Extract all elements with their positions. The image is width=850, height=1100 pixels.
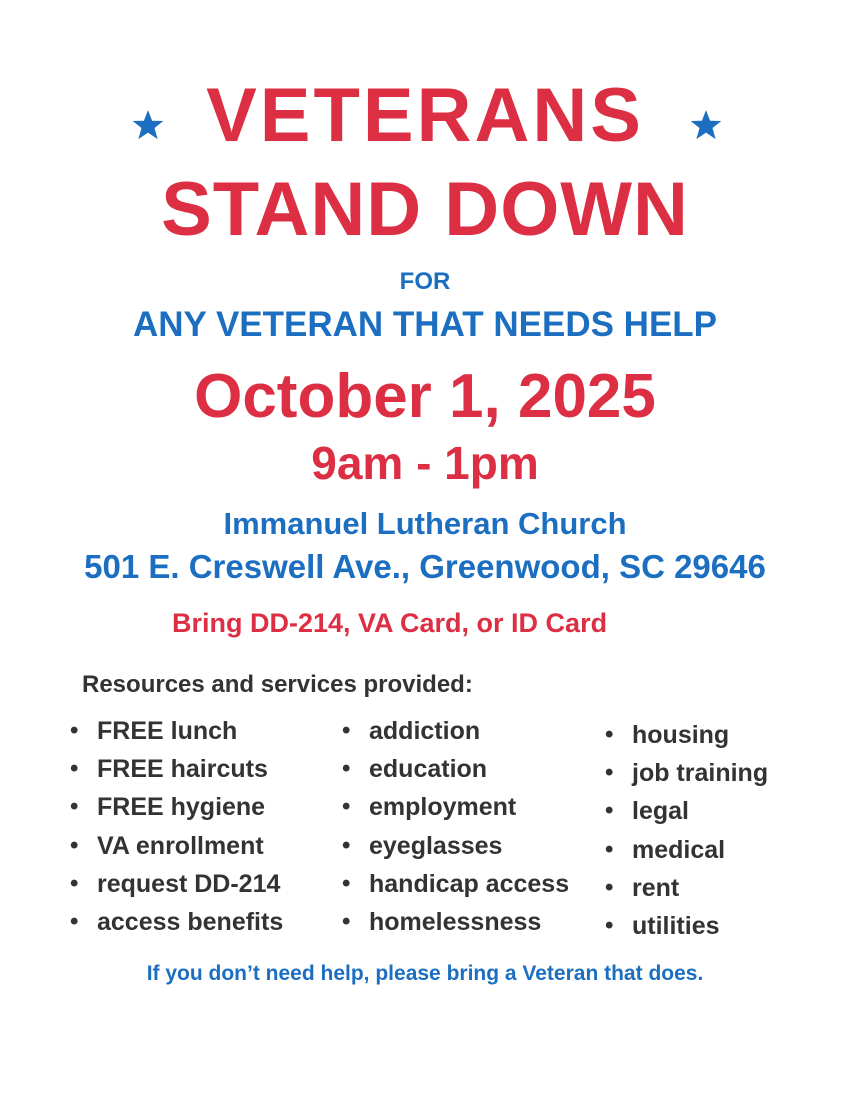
list-item [70,792,283,830]
bullet-icon: • [70,755,79,783]
list-item-label: request DD-214 [97,869,281,898]
requirement-note: Bring DD-214, VA Card, or ID Card [172,608,608,638]
list-item-label: homelessness [369,907,542,936]
list-item-label: job training [632,759,769,788]
list-item [342,907,569,945]
bullet-icon: • [605,721,614,748]
bullet-icon: • [70,717,79,744]
list-item-label: medical [632,835,726,864]
bullet-icon: • [342,869,351,897]
bullet-icon: • [605,835,614,863]
list-item-label: education [369,755,488,784]
list-item [70,869,283,907]
list-item-label: employment [369,793,517,822]
list-item-label: FREE hygiene [97,793,266,822]
list-item [605,796,768,834]
list-item [605,720,768,758]
bullet-icon: • [70,831,79,859]
list-item [342,869,569,907]
title-line-2: STAND DOWN [161,167,689,252]
resources-heading: Resources and services provided: [82,671,473,698]
list-item-label: legal [632,797,689,826]
list-item-label: handicap access [369,869,570,898]
bullet-icon: • [70,793,79,821]
title-line-1: VETERANS [206,73,644,158]
venue-name: Immanuel Lutheran Church [223,506,627,541]
list-item-label: FREE lunch [97,717,238,745]
list-item-label: housing [632,721,730,749]
bullet-icon: • [605,873,614,901]
resources-column-2 [342,716,569,945]
list-item-label: utilities [632,911,720,940]
bullet-icon: • [342,793,351,821]
bullet-icon: • [342,717,351,744]
list-item [605,835,768,873]
list-item-label: addiction [369,717,481,745]
bullet-icon: • [605,759,614,787]
resources-column-1 [70,716,283,945]
bullet-icon: • [342,755,351,783]
list-item [342,831,569,869]
list-item [342,792,569,830]
list-item [70,907,283,945]
resources-column-3 [605,720,768,949]
list-item-label: access benefits [97,907,284,936]
audience-text: ANY VETERAN THAT NEEDS HELP [132,305,718,344]
venue-address: 501 E. Creswell Ave., Greenwood, SC 29646 [84,548,766,585]
list-item [70,754,283,792]
list-item [342,716,569,754]
list-item [605,758,768,796]
event-date: October 1, 2025 [194,362,656,431]
bullet-icon: • [70,907,79,935]
list-item-label: VA enrollment [97,831,264,860]
list-item-label: rent [632,873,680,902]
bullet-icon: • [342,907,351,935]
event-time: 9am - 1pm [311,437,539,489]
list-item [70,831,283,869]
list-item-label: FREE haircuts [97,755,268,784]
footer-note: If you don’t need help, please bring a Veteran that does. [146,962,704,985]
list-item [605,911,768,949]
list-item [342,754,569,792]
bullet-icon: • [605,797,614,825]
bullet-icon: • [342,831,351,859]
for-label: FOR [399,268,451,295]
bullet-icon: • [605,911,614,939]
list-item [70,716,283,754]
list-item [605,873,768,911]
list-item-label: eyeglasses [369,831,503,860]
bullet-icon: • [70,869,79,897]
